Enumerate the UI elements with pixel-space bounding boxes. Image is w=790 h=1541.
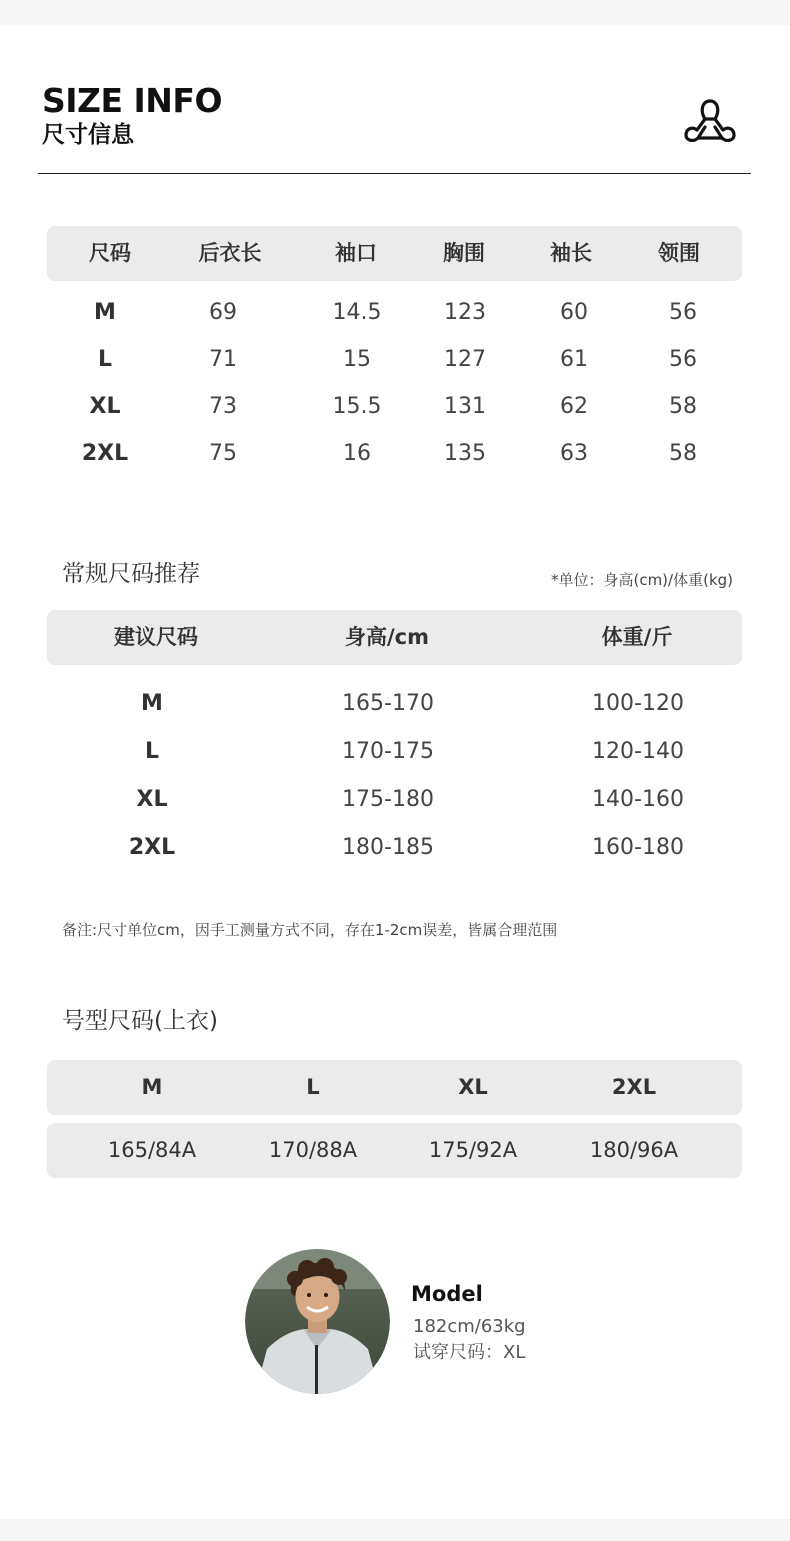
size-cell: M — [94, 300, 116, 325]
table-row — [0, 732, 790, 772]
size-cell: 73 — [209, 394, 237, 419]
size-cell: 15.5 — [332, 394, 382, 419]
size-cell: 61 — [560, 347, 588, 372]
recommend-cell: XL — [136, 787, 168, 812]
recommend-col-header: 体重/斤 — [601, 625, 673, 649]
fit-code: 170/88A — [268, 1138, 358, 1162]
fit-size-label: L — [306, 1075, 320, 1099]
fit-code-band — [47, 1123, 742, 1178]
size-cell: 135 — [444, 441, 486, 466]
recommend-table-header — [47, 610, 742, 665]
size-cell: 60 — [560, 300, 588, 325]
recommend-title: 常规尺码推荐 — [62, 561, 200, 587]
size-col-header: 后衣长 — [198, 241, 262, 265]
trefoil-knot-icon — [684, 97, 736, 143]
size-table-header — [47, 226, 742, 281]
recommend-cell: M — [141, 691, 163, 716]
model-title: Model — [411, 1282, 483, 1306]
size-col-header: 胸围 — [443, 241, 485, 265]
table-row — [0, 340, 790, 380]
size-cell: 127 — [444, 347, 486, 372]
size-cell: 75 — [209, 441, 237, 466]
recommend-cell: 170-175 — [342, 739, 434, 764]
table-row — [0, 684, 790, 724]
recommend-cell: 140-160 — [592, 787, 684, 812]
size-cell: 123 — [444, 300, 486, 325]
recommend-cell: 160-180 — [592, 835, 684, 860]
fit-code: 175/92A — [428, 1138, 518, 1162]
recommend-cell: L — [144, 739, 160, 764]
model-try-size: 试穿尺码：XL — [413, 1342, 526, 1363]
table-row — [0, 434, 790, 474]
page-title-en: SIZE INFO — [42, 81, 222, 120]
size-cell: XL — [89, 394, 121, 419]
recommend-cell: 100-120 — [592, 691, 684, 716]
size-cell: 2XL — [81, 441, 129, 466]
size-col-header: 袖长 — [550, 241, 592, 265]
unit-note: *单位：身高(cm)/体重(kg) — [550, 571, 733, 589]
table-row — [0, 293, 790, 333]
recommend-cell: 120-140 — [592, 739, 684, 764]
size-cell: 16 — [343, 441, 371, 466]
fit-size-label: 2XL — [611, 1075, 657, 1099]
recommend-col-header: 建议尺码 — [114, 625, 198, 649]
fit-size-label: M — [141, 1075, 163, 1099]
size-col-header: 袖口 — [335, 241, 377, 265]
size-cell: 15 — [343, 347, 371, 372]
fit-code: 180/96A — [589, 1138, 679, 1162]
model-avatar — [245, 1249, 390, 1394]
size-cell: 14.5 — [332, 300, 382, 325]
model-stats: 182cm/63kg — [413, 1316, 526, 1337]
table-row — [0, 387, 790, 427]
size-info-page — [0, 26, 790, 1519]
fit-size-label: XL — [458, 1075, 488, 1099]
size-cell: 69 — [209, 300, 237, 325]
size-cell: L — [97, 347, 113, 372]
fit-code: 165/84A — [107, 1138, 197, 1162]
header-divider — [38, 173, 751, 174]
size-cell: 56 — [669, 347, 697, 372]
measurement-note: 备注:尺寸单位cm，因手工测量方式不同，存在1-2cm误差，皆属合理范围 — [62, 921, 558, 939]
size-cell: 71 — [209, 347, 237, 372]
size-cell: 63 — [560, 441, 588, 466]
size-col-header: 尺码 — [89, 241, 131, 265]
fit-size-band — [47, 1060, 742, 1115]
recommend-col-header: 身高/cm — [345, 625, 429, 649]
size-cell: 58 — [669, 394, 697, 419]
recommend-cell: 180-185 — [342, 835, 434, 860]
size-cell: 58 — [669, 441, 697, 466]
recommend-cell: 175-180 — [342, 787, 434, 812]
size-cell: 131 — [444, 394, 486, 419]
size-cell: 62 — [560, 394, 588, 419]
size-col-header: 领围 — [658, 241, 700, 265]
fit-size-title: 号型尺码(上衣) — [62, 1008, 218, 1034]
recommend-cell: 165-170 — [342, 691, 434, 716]
size-cell: 56 — [669, 300, 697, 325]
page-title-cn: 尺寸信息 — [42, 122, 134, 148]
table-row — [0, 828, 790, 868]
table-row — [0, 780, 790, 820]
recommend-cell: 2XL — [128, 835, 176, 860]
